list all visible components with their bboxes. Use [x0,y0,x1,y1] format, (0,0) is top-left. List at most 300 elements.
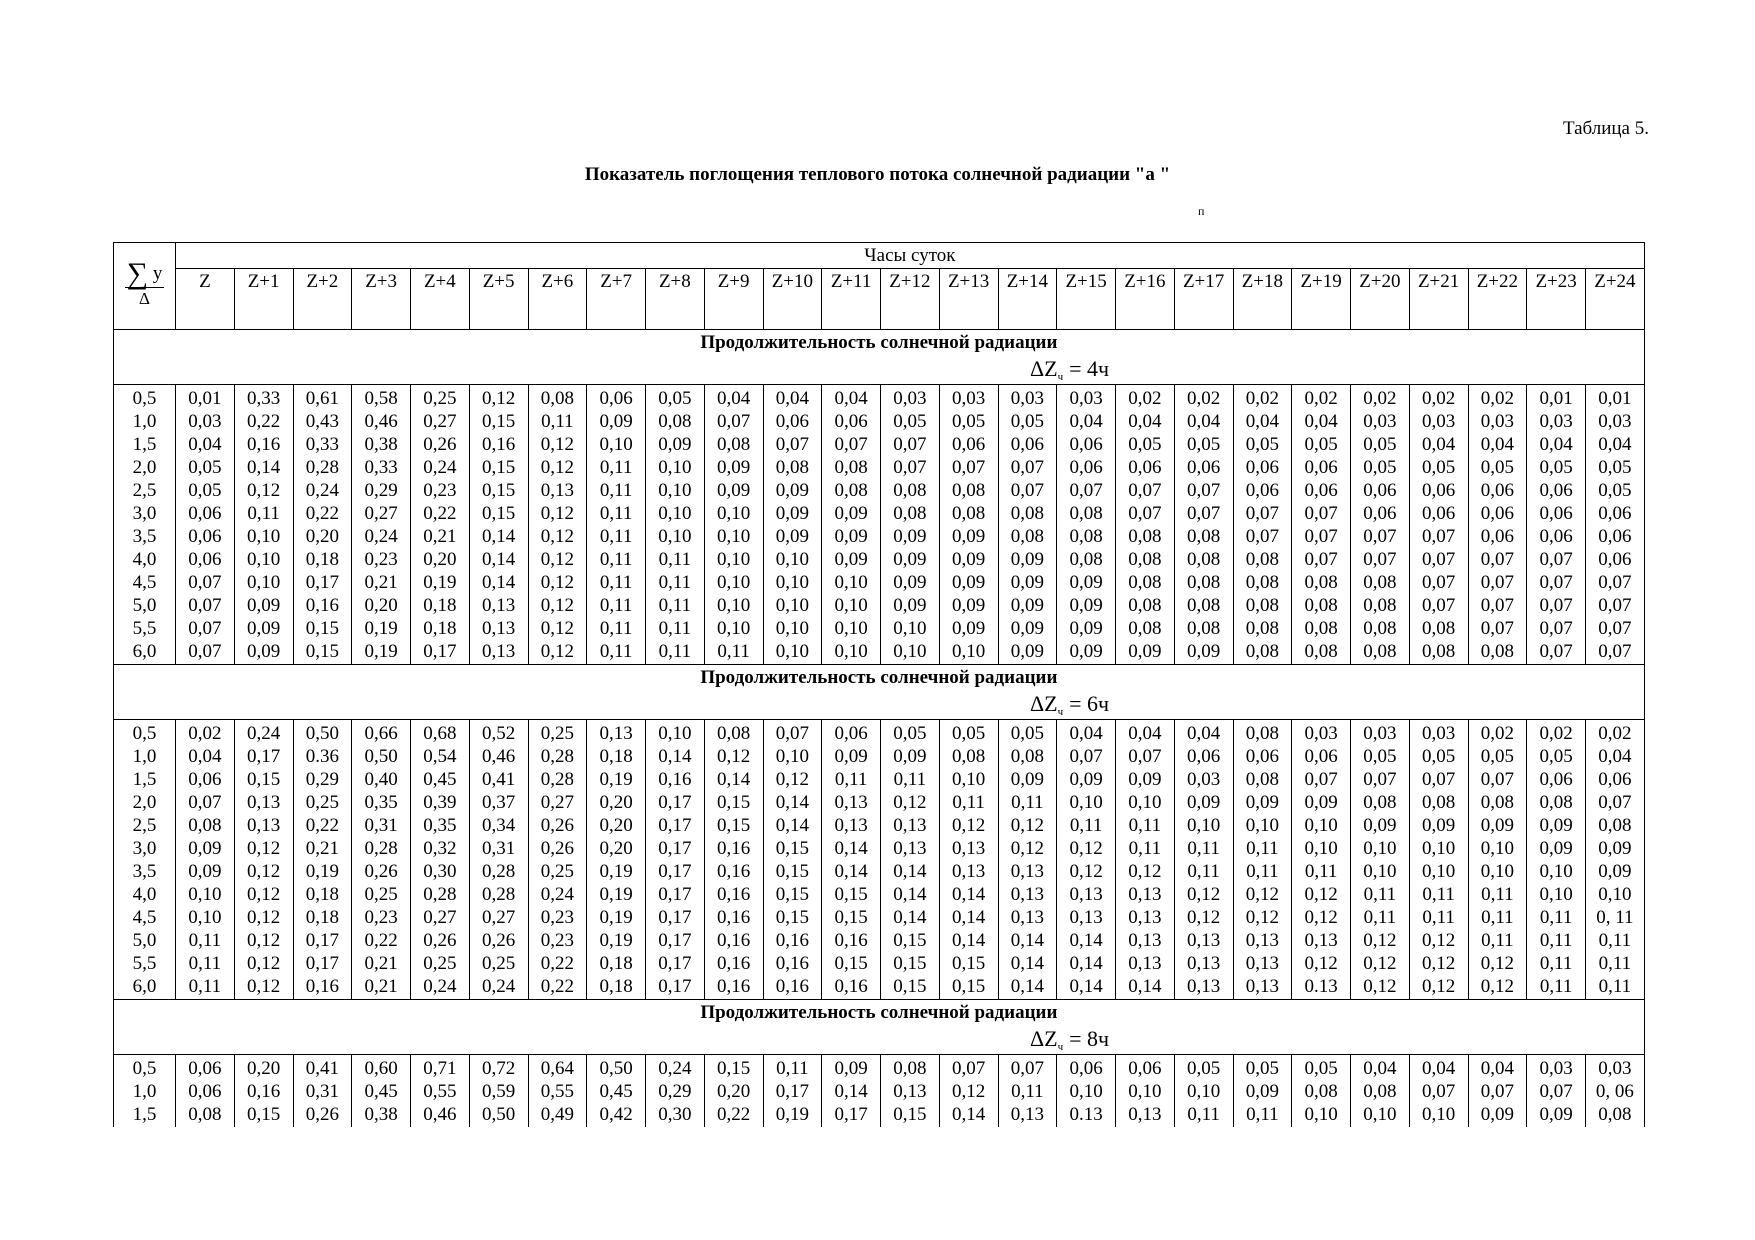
table-cell: 0,09 [704,479,763,502]
table-cell: 0,04 [1233,410,1292,433]
row-key: 3,0 [114,502,176,525]
table-title: Показатель поглощения теплового потока солнечной радиации "а " [584,164,1171,185]
table-cell: 0,15 [822,906,881,929]
table-cell: 0,09 [1409,814,1468,837]
table-cell: 0,14 [939,883,998,906]
table-cell: 0,05 [1351,745,1410,768]
table-cell: 0,06 [1351,502,1410,525]
table-cell: 0,15 [763,883,822,906]
table-cell: 0,21 [293,837,352,860]
table-cell: 0,06 [1292,745,1351,768]
table-cell: 0,09 [1057,640,1116,665]
table-cell: 0,08 [1233,571,1292,594]
table-cell: 0,23 [528,929,587,952]
header-corner [114,243,176,330]
table-cell: 0,08 [1586,1103,1645,1127]
hour-header: Z+17 [1174,269,1233,330]
table-cell: 0,11 [1351,906,1410,929]
table-cell: 0,12 [998,837,1057,860]
table-cell: 0,12 [234,479,293,502]
table-cell: 0,10 [763,640,822,665]
table-cell: 0,17 [293,929,352,952]
table-cell: 0,39 [411,791,470,814]
table-cell: 0,31 [469,837,528,860]
table-cell: 0,12 [528,502,587,525]
table-cell: 0,09 [1351,814,1410,837]
table-cell: 0,14 [881,906,940,929]
table-cell: 0,10 [1057,791,1116,814]
table-cell: 0,07 [998,456,1057,479]
table-cell: 0,12 [528,433,587,456]
table-row [114,720,1645,746]
table-row [114,791,1645,814]
table-cell: 0,08 [881,1055,940,1081]
table-cell: 0,22 [704,1103,763,1127]
table-cell: 0,13 [1116,906,1175,929]
table-cell: 0,11 [587,617,646,640]
table-cell: 0,07 [1468,548,1527,571]
table-cell: 0,07 [1292,502,1351,525]
table-row [114,594,1645,617]
table-cell: 0,01 [176,385,235,411]
table-cell: 0,16 [704,952,763,975]
table-cell: 0,07 [1409,525,1468,548]
table-cell: 0,07 [1468,594,1527,617]
table-cell: 0,06 [1586,502,1645,525]
table-cell: 0,13 [1116,1103,1175,1127]
table-cell: 0,08 [763,456,822,479]
table-cell: 0,09 [234,594,293,617]
table-cell: 0,20 [352,594,411,617]
row-key: 3,5 [114,860,176,883]
table-cell: 0,13 [881,1080,940,1103]
table-cell: 0,03 [1527,410,1586,433]
table-cell: 0,08 [881,479,940,502]
table-cell: 0,07 [1586,640,1645,665]
table-cell: 0,06 [1057,456,1116,479]
table-cell: 0,05 [1174,433,1233,456]
table-cell: 0,54 [411,745,470,768]
table-cell: 0,15 [469,502,528,525]
title-subscript: п [1198,204,1205,218]
table-cell: 0,06 [1057,1055,1116,1081]
table-cell: 0,06 [822,720,881,746]
table-cell: 0,10 [1292,1103,1351,1127]
table-cell: 0,08 [1174,617,1233,640]
table-cell: 0,07 [1527,1080,1586,1103]
table-cell: 0,04 [1527,433,1586,456]
table-cell: 0,04 [1116,720,1175,746]
table-cell: 0,07 [763,720,822,746]
table-cell: 0,06 [176,502,235,525]
table-cell: 0,10 [763,745,822,768]
table-cell: 0,38 [352,433,411,456]
table-cell: 0,08 [1116,594,1175,617]
table-cell: 0,19 [587,768,646,791]
table-cell: 0,16 [234,433,293,456]
table-cell: 0,10 [1409,837,1468,860]
table-cell: 0,60 [352,1055,411,1081]
table-cell: 0,08 [1351,640,1410,665]
delta-symbol: ΔZ [1030,1026,1058,1051]
table-cell: 0,10 [1351,860,1410,883]
table-cell: 0,11 [822,768,881,791]
table-cell: 0,14 [939,1103,998,1127]
table-cell: 0,14 [763,814,822,837]
table-cell: 0,03 [176,410,235,433]
table-cell: 0,11 [1174,1103,1233,1127]
table-cell: 0,18 [411,594,470,617]
table-cell: 0,07 [176,594,235,617]
table-cell: 0,07 [1468,768,1527,791]
table-cell: 0,25 [411,952,470,975]
table-cell: 0,03 [1057,385,1116,411]
delta-symbol: ΔZ [1030,356,1058,381]
table-cell: 0,10 [176,883,235,906]
table-cell: 0,02 [1292,385,1351,411]
table-cell: 0,28 [469,883,528,906]
table-cell: 0,13 [1116,952,1175,975]
section-header [114,665,1645,720]
table-cell: 0,03 [1292,720,1351,746]
table-cell: 0,08 [939,745,998,768]
table-cell: 0,14 [1057,975,1116,1000]
table-row [114,906,1645,929]
table-cell: 0,11 [587,456,646,479]
row-key: 6,0 [114,640,176,665]
table-cell: 0,07 [763,433,822,456]
table-cell: 0,07 [1351,525,1410,548]
table-cell: 0,04 [763,385,822,411]
table-cell: 0,13 [822,814,881,837]
table-cell: 0,08 [1174,548,1233,571]
table-row [114,860,1645,883]
table-cell: 0,07 [1586,617,1645,640]
table-cell: 0,03 [1409,720,1468,746]
table-cell: 0,06 [1527,479,1586,502]
table-cell: 0,14 [234,456,293,479]
table-cell: 0,19 [293,860,352,883]
delta-subscript: ч [1057,1041,1064,1053]
table-cell: 0,11 [1468,929,1527,952]
table-cell: 0,12 [1351,929,1410,952]
table-cell: 0,07 [1468,571,1527,594]
table-cell: 0,07 [1527,594,1586,617]
table-cell: 0,10 [881,640,940,665]
table-cell: 0,09 [176,860,235,883]
table-cell: 0,11 [1586,952,1645,975]
table-cell: 0,24 [234,720,293,746]
table-cell: 0,12 [234,883,293,906]
table-cell: 0,11 [1233,860,1292,883]
table-cell: 0,16 [293,975,352,1000]
table-cell: 0,13 [234,814,293,837]
table-cell: 0,03 [1527,1055,1586,1081]
table-cell: 0,02 [1233,385,1292,411]
row-key: 1,5 [114,768,176,791]
table-cell: 0,12 [528,617,587,640]
table-cell: 0,13 [1233,929,1292,952]
table-cell: 0,25 [352,883,411,906]
table-cell: 0,10 [646,525,705,548]
table-cell: 0,06 [822,410,881,433]
table-cell: 0,08 [998,502,1057,525]
table-cell: 0,26 [528,837,587,860]
table-cell: 0,13 [998,883,1057,906]
table-cell: 0,10 [939,640,998,665]
table-cell: 0,11 [587,525,646,548]
fraction-denominator: Δ [139,289,150,308]
row-key: 2,5 [114,479,176,502]
row-key: 0,5 [114,720,176,746]
table-cell: 0,08 [176,1103,235,1127]
table-row [114,571,1645,594]
table-row [114,410,1645,433]
section-label: Продолжительность солнечной радиации [700,667,1058,688]
table-cell: 0,11 [1586,975,1645,1000]
table-cell: 0,06 [998,433,1057,456]
table-cell: 0,09 [939,571,998,594]
table-cell: 0,09 [1233,1080,1292,1103]
table-cell: 0,10 [881,617,940,640]
table-cell: 0,06 [1586,525,1645,548]
table-cell: 0,11 [587,594,646,617]
table-cell: 0,16 [234,1080,293,1103]
row-key: 4,0 [114,883,176,906]
table-cell: 0,11 [1586,929,1645,952]
table-cell: 0,09 [1527,1103,1586,1127]
table-cell: 0,06 [587,385,646,411]
table-cell: 0,08 [1292,640,1351,665]
hour-header: Z+14 [998,269,1057,330]
table-cell: 0,10 [763,617,822,640]
table-cell: 0,13 [881,837,940,860]
table-cell: 0,22 [528,952,587,975]
table-cell: 0,43 [293,410,352,433]
table-cell: 0,04 [1116,410,1175,433]
table-cell: 0,10 [1409,860,1468,883]
table-cell: 0,27 [352,502,411,525]
table-cell: 0,11 [1527,929,1586,952]
table-cell: 0,14 [469,571,528,594]
table-cell: 0,13 [1233,975,1292,1000]
row-key: 3,0 [114,837,176,860]
table-cell: 0,07 [176,571,235,594]
table-cell: 0,08 [822,479,881,502]
table-cell: 0,12 [234,975,293,1000]
table-cell: 0,06 [1174,456,1233,479]
hour-header: Z+23 [1527,269,1586,330]
table-cell: 0,15 [293,640,352,665]
table-cell: 0,10 [1292,814,1351,837]
table-cell: 0,07 [1292,548,1351,571]
table-cell: 0,06 [1409,479,1468,502]
table-cell: 0,20 [587,791,646,814]
table-cell: 0,22 [293,814,352,837]
table-cell: 0,09 [881,594,940,617]
table-cell: 0,04 [176,745,235,768]
table-cell: 0,14 [1057,952,1116,975]
table-cell: 0,11 [1527,906,1586,929]
table-row [114,502,1645,525]
table-cell: 0,09 [1057,571,1116,594]
delta-symbol: ΔZ [1030,691,1058,716]
table-cell: 0,15 [469,410,528,433]
table-cell: 0,12 [1292,952,1351,975]
table-cell: 0,13 [998,860,1057,883]
table-cell: 0,11 [1233,837,1292,860]
table-cell: 0,07 [1116,502,1175,525]
table-row [114,525,1645,548]
table-cell: 0,06 [1351,479,1410,502]
table-cell: 0,13 [1116,883,1175,906]
table-cell: 0,25 [469,952,528,975]
table-cell: 0,07 [1116,745,1175,768]
table-cell: 0,09 [998,548,1057,571]
table-cell: 0,26 [293,1103,352,1127]
table-cell: 0,04 [704,385,763,411]
table-cell: 0,07 [1292,525,1351,548]
hour-header: Z+18 [1233,269,1292,330]
table-cell: 0,10 [1527,883,1586,906]
table-cell: 0,02 [176,720,235,746]
table-cell: 0,10 [939,768,998,791]
table-cell: 0,09 [939,548,998,571]
table-cell: 0,17 [646,929,705,952]
row-key: 1,0 [114,410,176,433]
table-cell: 0,08 [1233,720,1292,746]
hour-header: Z+6 [528,269,587,330]
row-key: 1,0 [114,1080,176,1103]
table-cell: 0,41 [293,1055,352,1081]
table-cell: 0,24 [293,479,352,502]
table-cell: 0,11 [763,1055,822,1081]
table-cell: 0,08 [646,410,705,433]
table-cell: 0,24 [469,975,528,1000]
table-cell: 0,07 [1116,479,1175,502]
table-cell: 0,09 [881,548,940,571]
table-cell: 0,46 [411,1103,470,1127]
table-cell: 0,21 [411,525,470,548]
table-row [114,837,1645,860]
table-cell: 0,09 [822,745,881,768]
table-cell: 0,14 [469,525,528,548]
table-cell: 0,07 [1292,768,1351,791]
hour-header: Z+13 [939,269,998,330]
table-cell: 0,14 [881,883,940,906]
table-cell: 0,11 [704,640,763,665]
table-cell: 0,03 [1586,410,1645,433]
table-cell: 0,09 [1527,837,1586,860]
table-cell: 0,15 [939,975,998,1000]
table-cell: 0,07 [881,456,940,479]
delta-subscript: ч [1057,371,1064,383]
table-cell: 0,04 [1409,1055,1468,1081]
table-cell: 0,22 [528,975,587,1000]
table-cell: 0,12 [469,385,528,411]
hour-header: Z+16 [1116,269,1175,330]
table-cell: 0,35 [352,791,411,814]
table-cell: 0,24 [411,975,470,1000]
table-cell: 0,16 [704,975,763,1000]
table-cell: 0,28 [352,837,411,860]
table-cell: 0,09 [176,837,235,860]
table-cell: 0,09 [1057,768,1116,791]
table-cell: 0,15 [881,1103,940,1127]
table-row [114,385,1645,411]
table-cell: 0,06 [176,1055,235,1081]
table-cell: 0,11 [176,952,235,975]
table-cell: 0,05 [176,479,235,502]
table-cell: 0,12 [234,929,293,952]
table-cell: 0,07 [1351,548,1410,571]
table-cell: 0,61 [293,385,352,411]
section-header [114,330,1645,385]
table-cell: 0,10 [1116,791,1175,814]
table-cell: 0,12 [1057,837,1116,860]
table-cell: 0,07 [1233,502,1292,525]
table-cell: 0,10 [1468,837,1527,860]
table-cell: 0,21 [352,952,411,975]
table-cell: 0,03 [1351,410,1410,433]
table-cell: 0,04 [1468,1055,1527,1081]
sum-fraction [125,257,165,310]
table-cell: 0,29 [352,479,411,502]
table-row [114,745,1645,768]
table-cell: 0,05 [176,456,235,479]
row-key: 4,5 [114,571,176,594]
table-cell: 0,12 [1468,952,1527,975]
table-cell: 0,05 [1233,433,1292,456]
table-cell: 0,12 [1174,883,1233,906]
table-cell: 0,13 [1057,883,1116,906]
table-cell: 0,12 [939,1080,998,1103]
table-cell: 0,07 [1527,640,1586,665]
table-cell: 0,06 [176,548,235,571]
table-cell: 0,08 [1468,640,1527,665]
table-cell: 0,08 [1351,1080,1410,1103]
table-cell: 0,23 [352,906,411,929]
table-cell: 0,07 [1409,571,1468,594]
table-cell: 0,16 [763,975,822,1000]
table-cell: 0,68 [411,720,470,746]
table-cell: 0,13 [998,906,1057,929]
row-key: 1,5 [114,433,176,456]
table-cell: 0.36 [293,745,352,768]
table-cell: 0,02 [1468,385,1527,411]
table-cell: 0,06 [1233,745,1292,768]
table-cell: 0,13 [469,617,528,640]
table-cell: 0,07 [1527,548,1586,571]
table-row [114,640,1645,665]
table-cell: 0,17 [293,952,352,975]
table-cell: 0,26 [411,929,470,952]
table-cell: 0,19 [352,617,411,640]
table-cell: 0,13 [469,594,528,617]
table-cell: 0,12 [528,548,587,571]
table-cell: 0,09 [234,640,293,665]
hour-header: Z+20 [1351,269,1410,330]
table-cell: 0,06 [1468,502,1527,525]
table-cell: 0,22 [352,929,411,952]
table-cell: 0,10 [763,571,822,594]
row-key: 3,5 [114,525,176,548]
table-cell: 0,14 [704,768,763,791]
row-key: 5,0 [114,594,176,617]
table-cell: 0,07 [1586,571,1645,594]
table-cell: 0,13 [1233,952,1292,975]
table-cell: 0,10 [1409,1103,1468,1127]
